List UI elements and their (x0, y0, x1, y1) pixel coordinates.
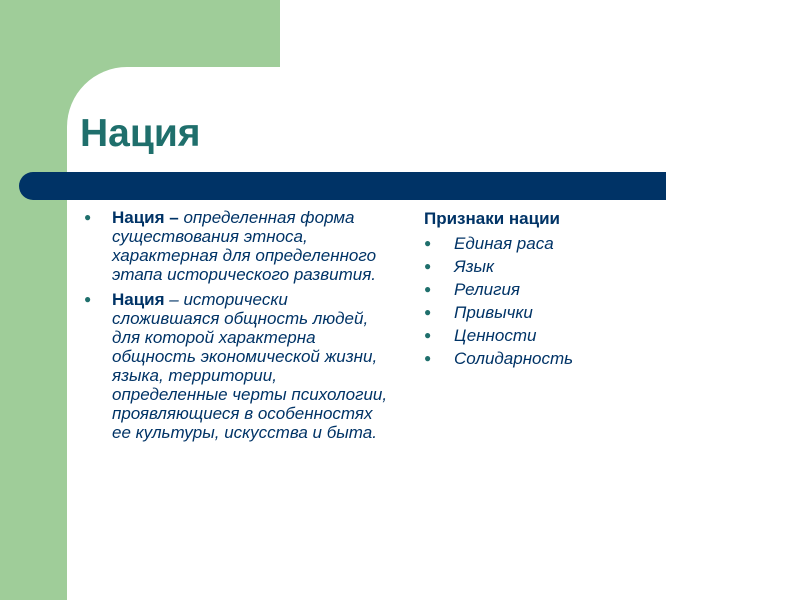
feature-item (424, 278, 684, 301)
feature-label: Единая раса (454, 234, 554, 253)
feature-item (424, 255, 684, 278)
bullet-icon: ● (424, 328, 432, 342)
definition-term: Нация (112, 290, 165, 309)
bullet-icon: ● (424, 282, 432, 296)
bullet-icon: ● (424, 259, 432, 273)
features-column (424, 208, 684, 370)
feature-label: Солидарность (454, 349, 574, 368)
features-heading: Признаки нации (424, 209, 560, 228)
green-side-strip (0, 0, 67, 600)
bullet-icon: ● (424, 236, 432, 250)
feature-item (424, 232, 684, 255)
feature-label: Привычки (454, 303, 533, 322)
bullet-icon: ● (84, 210, 92, 224)
slide-title: Нация (80, 112, 201, 155)
definition-term: Нация – (112, 208, 179, 227)
feature-item (424, 324, 684, 347)
definition-text: определенная форма существования этноса, характерная для определенного этапа исторического развития. (112, 208, 377, 284)
bullet-icon: ● (424, 351, 432, 365)
feature-label: Религия (454, 280, 520, 299)
title-divider-bar (19, 172, 666, 200)
bullet-icon: ● (84, 292, 92, 306)
definition-text: – исторически сложившаяся общность людей, для которой характерна общность экономической жизни, языка, территории, определенные черты психологии, проявляющиеся в особенностях ее культуры, искусства и быта. (112, 290, 388, 442)
definition-item (82, 290, 392, 442)
definition-item (82, 208, 392, 284)
feature-item (424, 347, 684, 370)
definitions-column (82, 208, 392, 448)
feature-label: Язык (454, 257, 495, 276)
bullet-icon: ● (424, 305, 432, 319)
feature-item (424, 301, 684, 324)
feature-label: Ценности (454, 326, 537, 345)
